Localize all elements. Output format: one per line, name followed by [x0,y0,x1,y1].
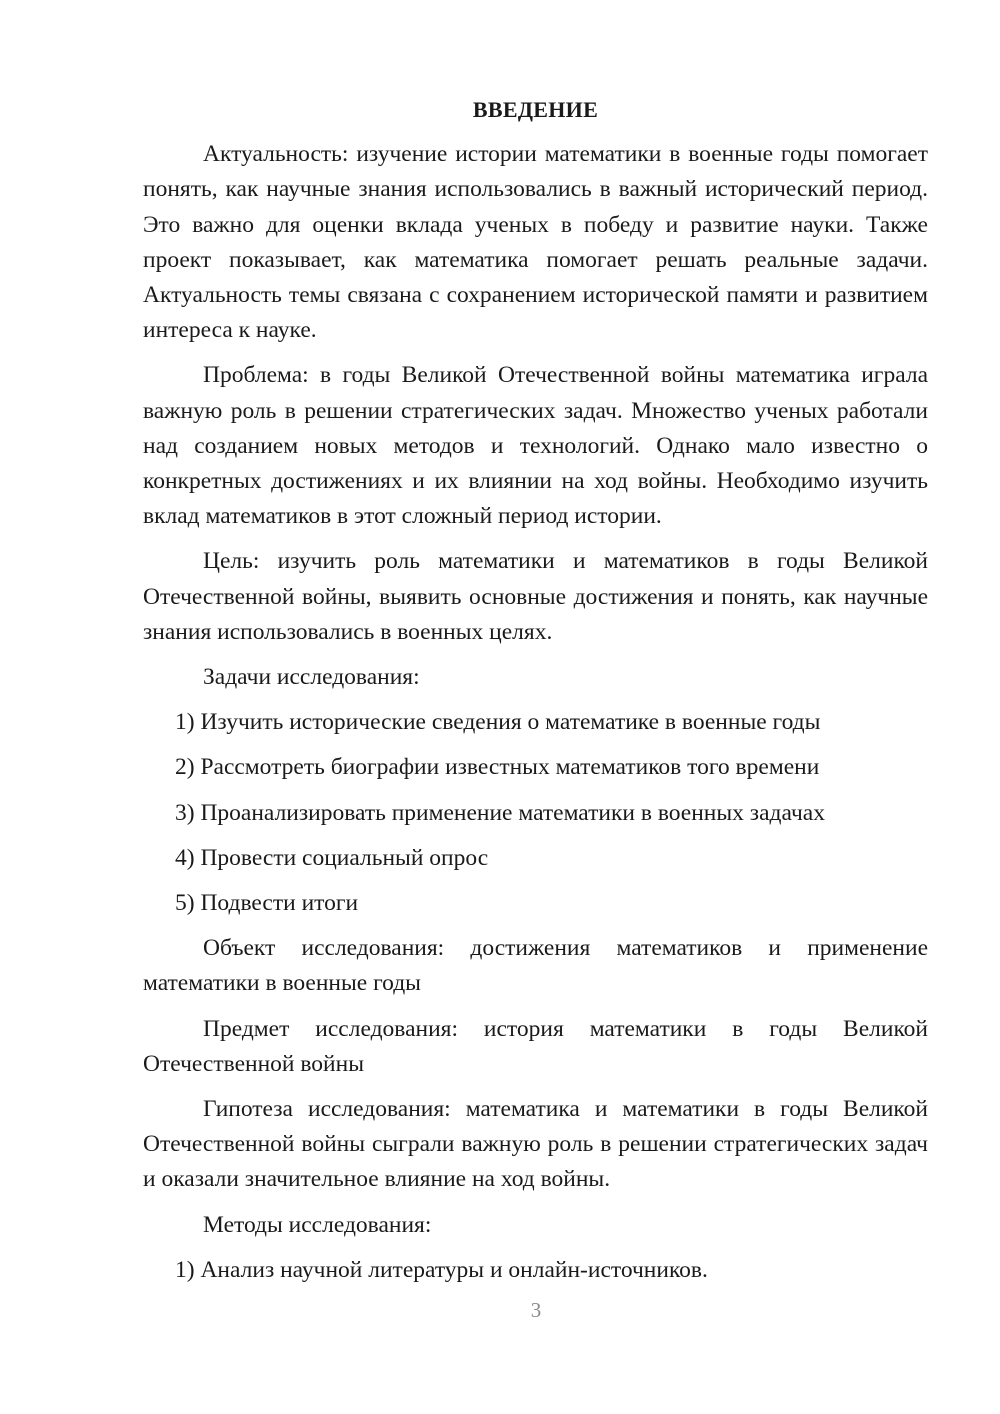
subject-paragraph: Предмет исследования: история математики в годы Великой Отечественной войны [143,1015,928,1077]
hypothesis-paragraph: Гипотеза исследования: математика и математики в годы Великой Отечественной войны сыграли важную роль в решении стратегических задач и оказали значительное влияние на ход войны. [143,1096,928,1193]
page-number: 3 [530,1298,542,1322]
tasks-heading: Задачи исследования: [203,664,420,691]
goal-paragraph: Цель: изучить роль математики и математиков в годы Великой Отечественной войны, выявить основные достижения и понять, как научные знания использовались в военных целях. [143,548,928,645]
problem-paragraph: Проблема: в годы Великой Отечественной войны математика играла важную роль в решении стратегических задач. Множество ученых работали над созданием новых методов и технологий. Однако мало известно о конкретных достижениях и их влиянии на ход войны. Необходимо изучить вклад математиков в этот сложный период истории. [143,362,928,530]
document-body [143,92,928,1298]
list-item: 1) Анализ научной литературы и онлайн-источников. [175,1256,708,1283]
list-item: 4) Провести социальный опрос [175,844,489,871]
list-item: 5) Подвести итоги [175,890,359,917]
tasks-list [143,705,928,921]
methods-list [143,1253,928,1288]
relevance-paragraph: Актуальность: изучение истории математики в военные годы помогает понять, как научные знания использовались в важный исторический период. Это важно для оценки вклада ученых в победу и развитие науки. Также проект показывает, как математика помогает решать реальные задачи. Актуальность темы связана с сохранением исторической памяти и развитием интереса к науке. [143,141,928,344]
list-item: 2) Рассмотреть биографии известных математиков того времени [175,754,820,781]
object-paragraph: Объект исследования: достижения математиков и применение математики в военные годы [143,935,928,997]
page-title: ВВЕДЕНИЕ [472,97,599,122]
list-item: 1) Изучить исторические сведения о математике в военные годы [175,709,821,736]
methods-heading: Методы исследования: [203,1211,432,1238]
list-item: 3) Проанализировать применение математики в военных задачах [175,799,825,826]
